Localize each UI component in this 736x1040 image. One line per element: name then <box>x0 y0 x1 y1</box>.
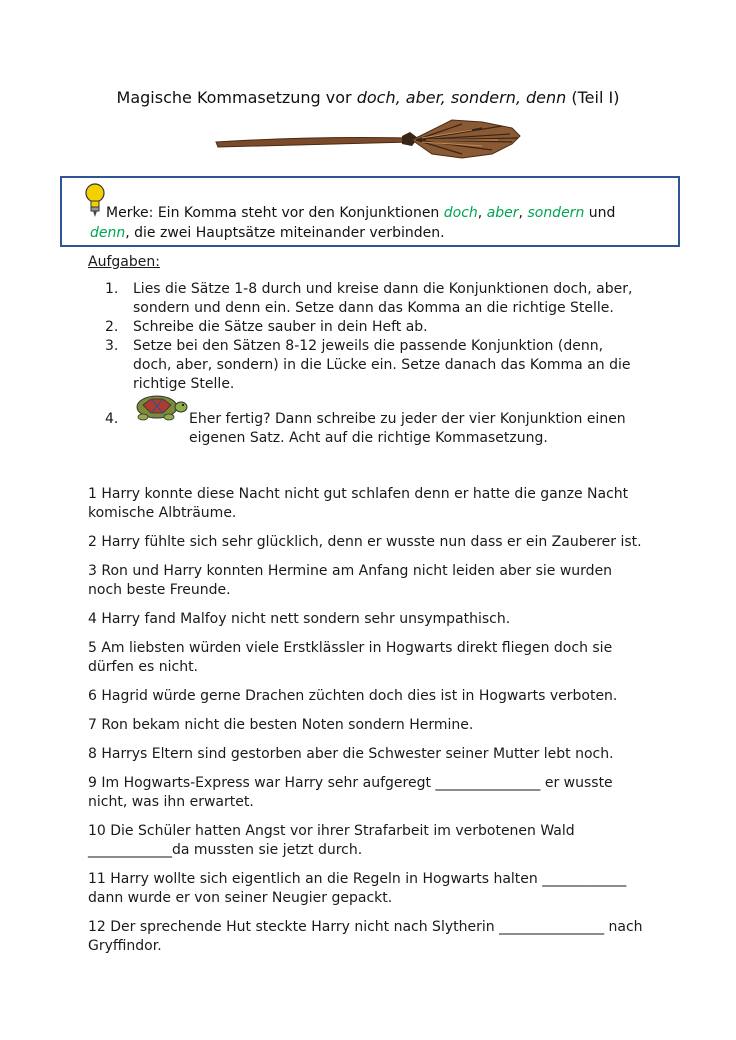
merke-prefix: Merke: Ein Komma steht vor den Konjunktionen <box>106 205 444 221</box>
task-list <box>105 280 645 394</box>
task-text: Lies die Sätze 1-8 durch und kreise dann die Konjunktionen doch, aber, sondern und denn ein. Setze dann das Komma an die richtige Stelle. <box>133 281 633 316</box>
broom-icon <box>212 114 524 162</box>
page-title <box>0 88 736 107</box>
task-item-3 <box>105 337 645 394</box>
sentence-12: 12 Der sprechende Hut steckte Harry nicht nach Slytherin _______________ nach Gryffindor. <box>88 919 643 954</box>
sentence-1: 1 Harry konnte diese Nacht nicht gut schlafen denn er hatte die ganze Nacht komische Albträume. <box>88 486 629 521</box>
task-number: 3. <box>105 338 119 354</box>
merke-sep3: und <box>584 205 616 221</box>
task-text: Setze bei den Sätzen 8-12 jeweils die passende Konjunktion (denn, doch, aber, sondern) in die Lücke ein. Setze danach das Komma an die richtige Stelle. <box>133 338 631 392</box>
title-suffix: (Teil I) <box>566 88 620 107</box>
sentence-list <box>88 485 648 966</box>
sentence-7: 7 Ron bekam nicht die besten Noten sondern Hermine. <box>88 717 474 733</box>
task-number: 2. <box>105 319 119 335</box>
merke-sep2: , <box>518 205 528 221</box>
task-number: 1. <box>105 281 119 297</box>
sentence-9: 9 Im Hogwarts-Express war Harry sehr aufgeregt _______________ er wusste nicht, was ihn erwartet. <box>88 775 613 810</box>
merke-suffix: , die zwei Hauptsätze miteinander verbinden. <box>125 225 445 241</box>
task-item-1 <box>105 280 645 318</box>
turtle-icon <box>129 391 189 423</box>
merke-text <box>90 203 650 243</box>
sentence-11: 11 Harry wollte sich eigentlich an die Regeln in Hogwarts halten ____________ dann wurde er von seiner Neugier gepackt. <box>88 871 627 906</box>
aufgaben-heading: Aufgaben: <box>88 254 160 270</box>
task-text: Eher fertig? Dann schreibe zu jeder der vier Konjunktion einen eigenen Satz. Acht auf die richtige Kommasetzung. <box>189 411 626 446</box>
title-prefix: Magische Kommasetzung vor <box>116 88 357 107</box>
merke-sep1: , <box>477 205 487 221</box>
title-italic: doch, aber, sondern, denn <box>356 88 567 107</box>
sentence-10: 10 Die Schüler hatten Angst vor ihrer Strafarbeit im verbotenen Wald ____________da mussten sie jetzt durch. <box>88 823 575 858</box>
task-item-2 <box>105 318 645 337</box>
sentence-5: 5 Am liebsten würden viele Erstklässler in Hogwarts direkt fliegen doch sie dürfen es nicht. <box>88 640 613 675</box>
sentence-8: 8 Harrys Eltern sind gestorben aber die Schwester seiner Mutter lebt noch. <box>88 746 614 762</box>
sentence-6: 6 Hagrid würde gerne Drachen züchten doch dies ist in Hogwarts verboten. <box>88 688 618 704</box>
conjunction-aber: aber <box>486 205 519 221</box>
sentence-2: 2 Harry fühlte sich sehr glücklich, denn er wusste nun dass er ein Zauberer ist. <box>88 534 642 550</box>
conjunction-doch: doch <box>443 205 478 221</box>
task-text: Schreibe die Sätze sauber in dein Heft ab. <box>133 319 428 335</box>
sentence-4: 4 Harry fand Malfoy nicht nett sondern sehr unsympathisch. <box>88 611 511 627</box>
sentence-3: 3 Ron und Harry konnten Hermine am Anfang nicht leiden aber sie wurden noch beste Freunde. <box>88 563 613 598</box>
conjunction-denn: denn <box>90 225 126 241</box>
task-number: 4. <box>105 411 119 427</box>
conjunction-sondern: sondern <box>527 205 585 221</box>
